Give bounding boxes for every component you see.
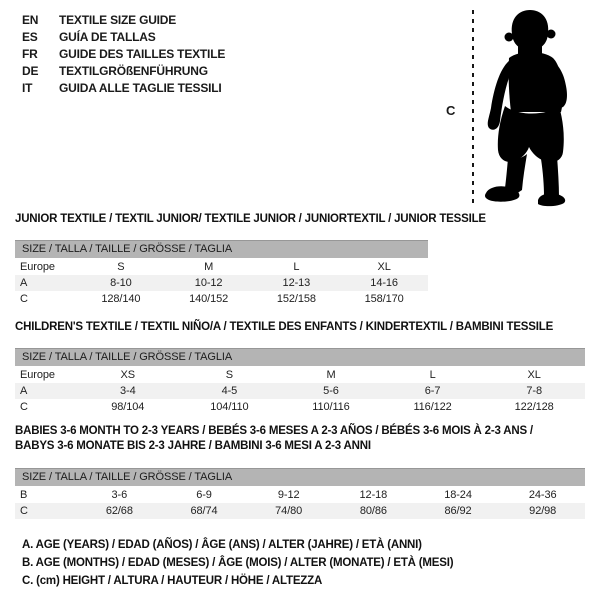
table-cell: 10-12 xyxy=(194,277,223,289)
table-row xyxy=(15,275,428,291)
table-title-line: JUNIOR TEXTILE / TEXTIL JUNIOR/ TEXTILE JUNIOR / JUNIORTEXTIL / JUNIOR TESSILE xyxy=(15,213,486,225)
row-label: A xyxy=(20,385,28,397)
language-title: GUIDE DES TAILLES TEXTILE xyxy=(59,47,226,61)
legend-line: C. (cm) HEIGHT / ALTURA / HAUTEUR / HÖHE / ALTEZZA xyxy=(22,575,323,587)
table-cell: XS xyxy=(120,368,136,381)
table-cell: 4-5 xyxy=(221,385,238,397)
table-cell: 6-9 xyxy=(196,488,212,501)
language-code: IT xyxy=(22,81,33,95)
row-label: A xyxy=(20,277,28,289)
table-title-children xyxy=(15,320,553,335)
language-code: EN xyxy=(22,13,39,27)
table-row xyxy=(15,366,585,383)
language-title: GUÍA DE TALLAS xyxy=(59,30,156,44)
row-label: C xyxy=(20,293,28,305)
row-label: C xyxy=(20,401,28,413)
row-label: Europe xyxy=(20,368,55,381)
language-title-list xyxy=(22,12,225,97)
language-title: TEXTILE SIZE GUIDE xyxy=(59,13,177,27)
language-code: FR xyxy=(22,47,38,61)
table-cell: 3-6 xyxy=(111,488,128,501)
table-cell: 14-16 xyxy=(370,277,398,289)
language-row xyxy=(22,80,225,97)
table-cell: 80/86 xyxy=(359,505,387,517)
table-cell: 18-24 xyxy=(444,488,472,501)
legend-line: B. AGE (MONTHS) / EDAD (MESES) / ÂGE (MOIS) / ALTER (MONATE) / ETÀ (MESI) xyxy=(22,557,454,569)
height-label-c: C xyxy=(446,103,456,118)
table-cell: 68/74 xyxy=(190,505,218,517)
table-cell: XL xyxy=(527,368,541,381)
table-cell: 24-36 xyxy=(528,488,557,501)
baby-height-figure xyxy=(440,0,600,215)
table-cell: 12-13 xyxy=(282,277,311,289)
table-cell: 9-12 xyxy=(277,488,300,501)
table-title-junior xyxy=(15,212,486,227)
table-cell: 98/104 xyxy=(111,401,145,413)
baby-silhouette-icon xyxy=(483,6,583,211)
language-code: DE xyxy=(22,64,39,78)
size-table-children xyxy=(15,348,585,415)
language-row xyxy=(22,29,225,46)
table-cell: 6-7 xyxy=(424,385,441,397)
table-row xyxy=(15,291,428,307)
table-row xyxy=(15,258,428,275)
language-title: TEXTILGRÖßENFÜHRUNG xyxy=(59,64,208,78)
height-dashed-line xyxy=(472,10,474,206)
table-cell: 86/92 xyxy=(444,505,472,517)
table-cell: 140/152 xyxy=(189,293,229,305)
table-cell: 7-8 xyxy=(526,385,542,397)
table-cell: L xyxy=(429,368,436,381)
table-row xyxy=(15,503,585,519)
table-cell: 62/68 xyxy=(105,505,133,517)
size-band-header: SIZE / TALLA / TAILLE / GRÖSSE / TAGLIA xyxy=(15,240,428,258)
table-cell: 122/128 xyxy=(514,401,554,413)
language-title: GUIDA ALLE TAGLIE TESSILI xyxy=(59,81,222,95)
table-cell: 128/140 xyxy=(101,293,141,305)
table-cell: 158/170 xyxy=(364,293,404,305)
language-row xyxy=(22,63,225,80)
table-row xyxy=(15,383,585,399)
table-cell: 104/110 xyxy=(210,401,249,413)
language-row xyxy=(22,12,225,29)
size-table-junior xyxy=(15,240,428,307)
table-title-line: CHILDREN'S TEXTILE / TEXTIL NIÑO/A / TEXTILE DES ENFANTS / KINDERTEXTIL / BAMBINI TESSILE xyxy=(15,321,554,333)
language-row xyxy=(22,46,225,63)
table-title-line: BABIES 3-6 MONTH TO 2-3 YEARS / BEBÉS 3-6 MESES A 2-3 AÑOS / BÉBÉS 3-6 MOIS À 2-3 ANS / xyxy=(15,425,533,437)
table-cell: 92/98 xyxy=(529,505,557,517)
table-cell: 8-10 xyxy=(110,277,132,289)
table-cell: S xyxy=(225,368,234,381)
table-title-line: BABYS 3-6 MONATE BIS 2-3 JAHRE / BAMBINI 3-6 MESI A 2-3 ANNI xyxy=(15,440,371,452)
measure-legend xyxy=(22,536,453,590)
table-cell: S xyxy=(117,260,125,273)
table-cell: 116/122 xyxy=(413,401,452,413)
table-cell: M xyxy=(204,260,214,273)
row-label: Europe xyxy=(20,260,55,273)
language-code: ES xyxy=(22,30,38,44)
size-table-babies xyxy=(15,468,585,519)
table-row xyxy=(15,399,585,415)
table-cell: 152/158 xyxy=(276,293,316,305)
table-cell: L xyxy=(293,260,300,273)
row-label: C xyxy=(20,505,28,517)
table-cell: 12-18 xyxy=(359,488,388,501)
table-cell: M xyxy=(326,368,336,381)
table-cell: 5-6 xyxy=(323,385,339,397)
table-title-babies xyxy=(15,424,533,454)
size-band-header: SIZE / TALLA / TAILLE / GRÖSSE / TAGLIA xyxy=(15,348,585,366)
table-row xyxy=(15,486,585,503)
table-cell: 110/116 xyxy=(312,401,350,413)
table-cell: 3-4 xyxy=(119,385,136,397)
legend-line: A. AGE (YEARS) / EDAD (AÑOS) / ÂGE (ANS) / ALTER (JAHRE) / ETÀ (ANNI) xyxy=(22,539,422,551)
row-label: B xyxy=(20,488,28,501)
size-band-header: SIZE / TALLA / TAILLE / GRÖSSE / TAGLIA xyxy=(15,468,585,486)
table-cell: XL xyxy=(377,260,391,273)
table-cell: 74/80 xyxy=(275,505,303,517)
